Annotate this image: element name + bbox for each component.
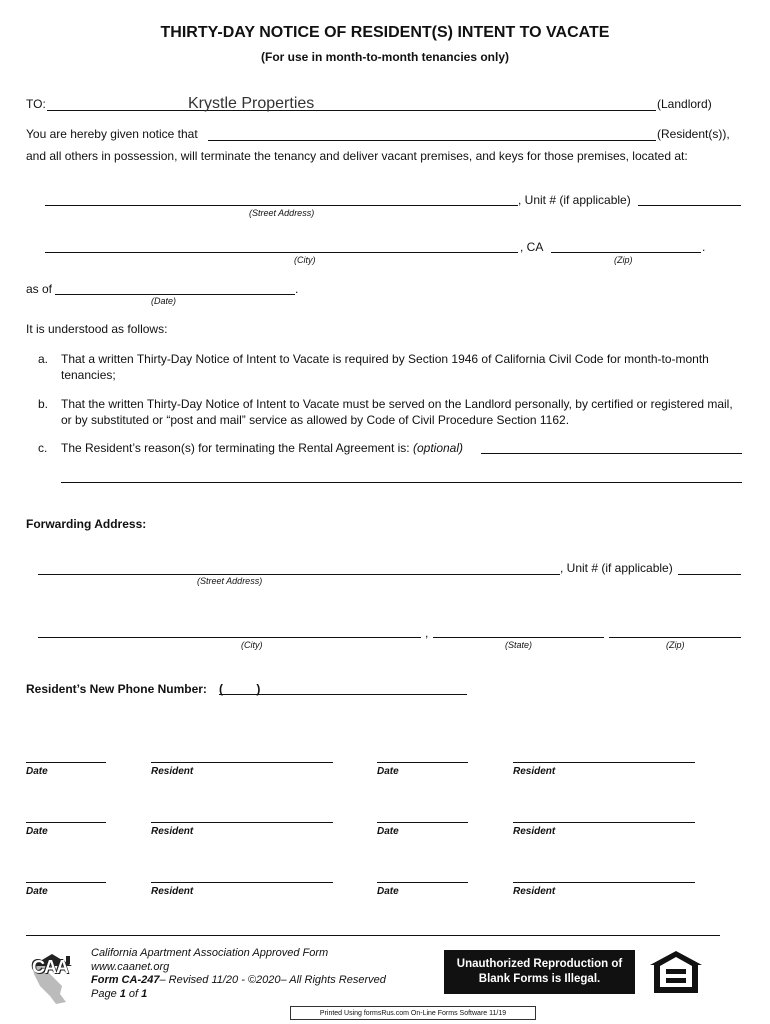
footer-website: www.caanet.org [91, 960, 170, 973]
city-caption: (City) [294, 255, 316, 265]
fwd-city-line [38, 637, 421, 638]
as-of-line [55, 294, 295, 295]
fwd-city-caption: (City) [241, 640, 263, 650]
zip-period: . [702, 240, 706, 254]
caa-logo-text: CAA [32, 957, 68, 977]
printed-using-box [290, 1006, 536, 1020]
reason-line-1 [481, 453, 742, 454]
fwd-unit-field[interactable] [680, 558, 738, 574]
date-signature-line[interactable] [377, 762, 468, 763]
resident-label: Resident [513, 826, 556, 837]
residents-label: (Resident(s)), [657, 127, 730, 141]
footer-revised: – Revised 11/20 - ©2020– All Rights Reserved [159, 974, 386, 986]
reason-line-2 [61, 482, 742, 483]
as-of-period: . [295, 282, 299, 296]
resident-signature-line[interactable] [151, 822, 333, 823]
footer-divider [26, 935, 720, 936]
fwd-state-field[interactable] [435, 621, 600, 637]
fwd-street-line [38, 574, 560, 575]
resident-signature-line[interactable] [513, 762, 695, 763]
fwd-zip-field[interactable] [611, 621, 737, 637]
resident-label: Resident [151, 826, 194, 837]
fwd-street-caption: (Street Address) [197, 576, 263, 586]
landlord-field[interactable] [188, 94, 488, 114]
footer-text-block [91, 947, 386, 1001]
caa-logo [26, 944, 78, 1008]
resident-signature-line[interactable] [513, 882, 695, 883]
reason-field-1[interactable] [483, 437, 738, 453]
warning-line-1: Unauthorized Reproduction of [456, 958, 623, 970]
residents-field[interactable] [210, 124, 650, 140]
resident-signature-line[interactable] [513, 822, 695, 823]
resident-label: Resident [151, 766, 194, 777]
understood-text: It is understood as follows: [26, 322, 168, 336]
date-signature-line[interactable] [26, 762, 106, 763]
date-label: Date [26, 826, 48, 837]
resident-signature-line[interactable] [151, 882, 333, 883]
date-label: Date [26, 766, 48, 777]
date-label: Date [377, 766, 399, 777]
item-c-marker: c. [38, 441, 48, 455]
footer-page-of: of [125, 987, 142, 1000]
footer-page [91, 988, 386, 1002]
fwd-state-line [433, 637, 604, 638]
item-c-optional: (optional) [412, 441, 463, 455]
footer-page-total: 1 [141, 987, 148, 1000]
unit-line [638, 205, 741, 206]
resident-label: Resident [513, 766, 556, 777]
fwd-city-field[interactable] [40, 621, 417, 637]
fwd-unit-label: , Unit # (if applicable) [560, 561, 673, 575]
fwd-unit-line [678, 574, 741, 575]
date-caption: (Date) [151, 296, 177, 306]
fwd-state-caption: (State) [505, 640, 533, 650]
date-label: Date [377, 886, 399, 897]
phone-label: Resident’s New Phone Number: [26, 682, 207, 696]
zip-field[interactable] [553, 236, 698, 252]
item-b-text: That the written Thirty-Day Notice of Intent to Vacate must be served on the Landlord personally, by certified or registered mail, or by substituted or “post and mail” service as allowed by Code of Civil Procedure Section 1162. [61, 397, 733, 427]
street-caption: (Street Address) [249, 208, 315, 218]
reason-field-2[interactable] [63, 466, 738, 482]
date-signature-line[interactable] [377, 822, 468, 823]
equal-housing-icon [648, 949, 704, 995]
fwd-zip-line [609, 637, 741, 638]
residents-line [208, 140, 656, 141]
phone-field[interactable] [268, 678, 463, 694]
page-subtitle: (For use in month-to-month tenancies only) [261, 50, 509, 64]
unit-field[interactable] [640, 189, 738, 205]
street-address-field[interactable] [48, 189, 513, 205]
warning-line-2: Blank Forms is Illegal. [478, 973, 601, 985]
page-title: THIRTY-DAY NOTICE OF RESIDENT(S) INTENT TO VACATE [160, 24, 610, 41]
zip-caption: (Zip) [614, 255, 633, 265]
city-line [45, 252, 518, 253]
fwd-street-field[interactable] [40, 558, 555, 574]
city-field[interactable] [48, 236, 513, 252]
date-label: Date [377, 826, 399, 837]
landlord-label: (Landlord) [657, 97, 712, 111]
forwarding-heading: Forwarding Address: [26, 517, 147, 531]
ca-label: , CA [520, 240, 544, 254]
to-label: TO: [26, 97, 46, 111]
item-c-text-main: The Resident’s reason(s) for terminating the Rental Agreement is: [61, 441, 410, 455]
notice-line2: and all others in possession, will terminate the tenancy and deliver vacant premises, and keys for those premises, located at: [26, 149, 688, 163]
footer-approved: California Apartment Association Approved Form [91, 947, 329, 959]
item-a-text: That a written Thirty-Day Notice of Intent to Vacate is required by Section 1946 of California Civil Code for month-to-month tenancies; [61, 352, 709, 382]
resident-signature-line[interactable] [151, 762, 333, 763]
footer-form-info [91, 974, 386, 988]
zip-line [551, 252, 701, 253]
unit-label: , Unit # (if applicable) [518, 193, 631, 207]
footer-page-num: 1 [119, 987, 126, 1000]
phone-area-code: ( ) [219, 682, 261, 696]
fwd-zip-caption: (Zip) [666, 640, 685, 650]
date-signature-line[interactable] [377, 882, 468, 883]
footer-form-number: Form CA-247 [91, 974, 160, 986]
date-signature-line[interactable] [26, 882, 106, 883]
phone-line [219, 694, 467, 695]
item-c-text [61, 441, 463, 455]
item-b-marker: b. [38, 397, 49, 411]
item-a-marker: a. [38, 352, 49, 366]
resident-label: Resident [513, 886, 556, 897]
notice-prefix: You are hereby given notice that [26, 127, 198, 141]
date-label: Date [26, 886, 48, 897]
printed-using-text: Printed Using formsRus.com On-Line Forms Software 11/19 [319, 1010, 507, 1017]
date-signature-line[interactable] [26, 822, 106, 823]
as-of-label: as of [26, 282, 53, 296]
as-of-date-field[interactable] [57, 278, 292, 294]
street-line [45, 205, 518, 206]
fwd-comma: , [425, 626, 429, 640]
footer-page-prefix: Page [91, 987, 120, 1000]
reproduction-warning [444, 950, 635, 994]
resident-label: Resident [151, 886, 194, 897]
